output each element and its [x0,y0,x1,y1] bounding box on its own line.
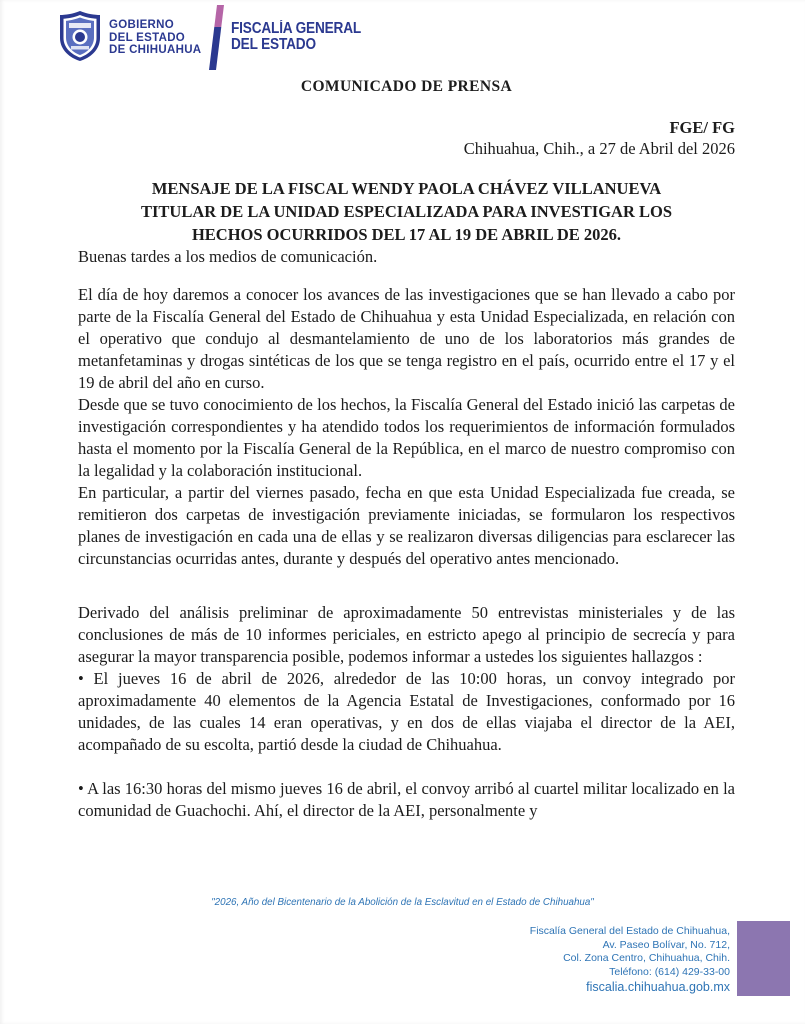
brand-divider [209,5,224,70]
website-text: fiscalia.chihuahua.gob.mx [586,980,730,994]
address-line: Fiscalía General del Estado de Chihuahua, [529,925,730,937]
reference-code: FGE/ FG [669,118,735,137]
address-line: Col. Zona Centro, Chihuahua, Chih. [563,952,730,964]
document-title-line: TITULAR DE LA UNIDAD ESPECIALIZADA PARA INVESTIGAR LOS [140,202,672,221]
body-paragraph: El día de hoy daremos a conocer los avances de las investigaciones que se han llevado a cabo por parte de la Fiscalía General del Estado de Chihuahua y esta Unidad Especializada, en relación con el operativo que condujo al desmantelamiento de uno de los laboratorios más grandes de metanfetaminas y drogas sintéticas de los que se tenga registro en el país, ocurrido entre el 17 y el 19 de abril del año en curso. [78,285,735,392]
dateline: Chihuahua, Chih., a 27 de Abril del 2026 [463,139,735,158]
greeting: Buenas tardes a los medios de comunicación. [78,247,378,266]
department-name [231,21,361,53]
document-title [78,177,735,246]
bullet-item: • El jueves 16 de abril de 2026, alrededor de las 10:00 horas, un convoy integrado por aproximadamente 40 elementos de la Agencia Estatal de Investigaciones, conformado por 16 unidades, de las cuales 14 eran operativas, y en dos de ellas viajaba el director de la AEI, acompañado de su escolta, partió desde la ciudad de Chihuahua. [78,669,735,754]
document-body [78,78,735,822]
letterhead [58,10,379,70]
body-paragraph: Derivado del análisis preliminar de aproximadamente 50 entrevistas ministeriales y de las conclusiones de más de 10 informes periciales, en estricto apego al principio de secrecía y para asegurar la mayor transparencia posible, podemos informar a ustedes los siguientes hallazgos : [78,603,735,666]
dept-name-line: FISCALÍA GENERAL [231,20,362,37]
state-coat-of-arms-icon [58,10,102,62]
address-line: Av. Paseo Bolívar, No. 712, [602,938,730,951]
dept-name-line: DEL ESTADO [231,36,317,53]
doc-type-heading: COMUNICADO DE PRENSA [300,78,513,95]
footer-purple-bar [737,921,790,996]
document-title-line: MENSAJE DE LA FISCAL WENDY PAOLA CHÁVEZ VILLANUEVA [151,179,662,198]
bullet-item: • A las 16:30 horas del mismo jueves 16 de abril, el convoy arribó al cuartel militar localizado en la comunidad de Guachochi. Ahí, el director de la AEI, personalmente y [78,779,735,820]
org-name-line: DE CHIHUAHUA [109,44,202,56]
org-name-line: GOBIERNO [109,19,175,31]
contact-address [530,921,730,995]
document-title-line: HECHOS OCURRIDOS DEL 17 AL 19 DE ABRIL DE 2026. [191,225,622,244]
address-line: Teléfono: (614) 429-33-00 [609,965,730,978]
body-paragraph: En particular, a partir del viernes pasado, fecha en que esta Unidad Especializada fue creada, se remitieron dos carpetas de investigación previamente iniciadas, se formularon los respectivos planes de investigación en cada una de ellas y se realizaron diversas diligencias para esclarecer las circunstancias ocurridas antes, durante y después del operativo antes mencionado. [78,483,735,568]
year-motto: "2026, Año del Bicentenario de la Abolición de la Esclavitud en el Estado de Chihuahua" [211,897,594,908]
body-paragraph: Desde que se tuvo conocimiento de los hechos, la Fiscalía General del Estado inició las carpetas de investigación correspondientes y ha atendido todos los requerimientos de información formulados hasta el momento por la Fiscalía General de la República, en el marco de nuestro compromiso con la legalidad y la colaboración institucional. [78,395,735,480]
org-name [109,19,201,57]
org-name-line: DEL ESTADO [109,31,186,44]
footer-contact-block [530,921,790,996]
